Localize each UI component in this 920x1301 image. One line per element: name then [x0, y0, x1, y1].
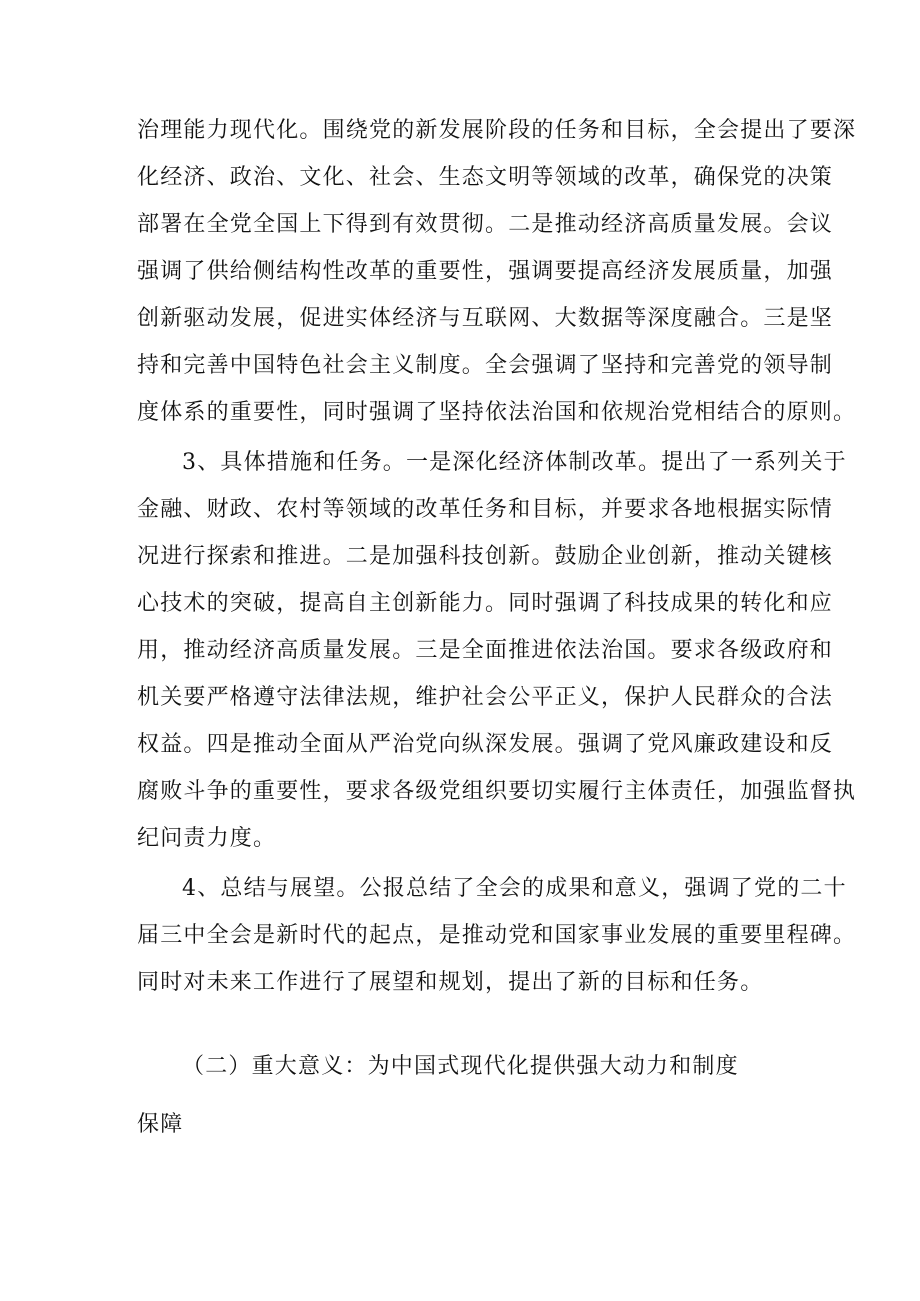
- text-line: 机关要严格遵守法律法规，维护社会公平正义，保护人民群众的合法: [137, 685, 834, 710]
- text-line: 治理能力现代化。围绕党的新发展阶段的任务和目标，全会提出了要深: [137, 118, 857, 143]
- text-line: 创新驱动发展，促进实体经济与互联网、大数据等深度融合。三是坚: [137, 306, 834, 331]
- text-line: 部署在全党全国上下得到有效贯彻。二是推动经济高质量发展。会议: [137, 212, 834, 237]
- text-line: 4、总结与展望。公报总结了全会的成果和意义，强调了党的二十: [182, 876, 847, 901]
- heading-line-2: 保障: [137, 1112, 184, 1137]
- text-line: 同时对未来工作进行了展望和规划，提出了新的目标和任务。: [137, 970, 764, 995]
- text-line: 化经济、政治、文化、社会、生态文明等领域的改革，确保党的决策: [137, 165, 834, 190]
- text-line: 心技术的突破，提高自主创新能力。同时强调了科技成果的转化和应: [137, 591, 834, 616]
- text-line: 况进行探索和推进。二是加强科技创新。鼓励企业创新，推动关键核: [137, 544, 834, 569]
- text-line: 金融、财政、农村等领域的改革任务和目标，并要求各地根据实际情: [137, 497, 834, 522]
- text-line: 3、具体措施和任务。一是深化经济体制改革。提出了一系列关于: [182, 450, 847, 475]
- text-line: 度体系的重要性，同时强调了坚持依法治国和依规治党相结合的原则。: [137, 400, 857, 425]
- text-line: 纪问责力度。: [137, 826, 277, 851]
- text-line: 用，推动经济高质量发展。三是全面推进依法治国。要求各级政府和: [137, 638, 834, 663]
- text-line: 腐败斗争的重要性，要求各级党组织要切实履行主体责任，加强监督执: [137, 779, 857, 804]
- text-line: 届三中全会是新时代的起点，是推动党和国家事业发展的重要里程碑。: [137, 923, 857, 948]
- heading-line-1: （二）重大意义：为中国式现代化提供强大动力和制度: [182, 1054, 739, 1079]
- text-line: 持和完善中国特色社会主义制度。全会强调了坚持和完善党的领导制: [137, 353, 834, 378]
- text-line: 强调了供给侧结构性改革的重要性，强调要提高经济发展质量，加强: [137, 259, 834, 284]
- text-line: 权益。四是推动全面从严治党向纵深发展。强调了党风廉政建设和反: [137, 732, 834, 757]
